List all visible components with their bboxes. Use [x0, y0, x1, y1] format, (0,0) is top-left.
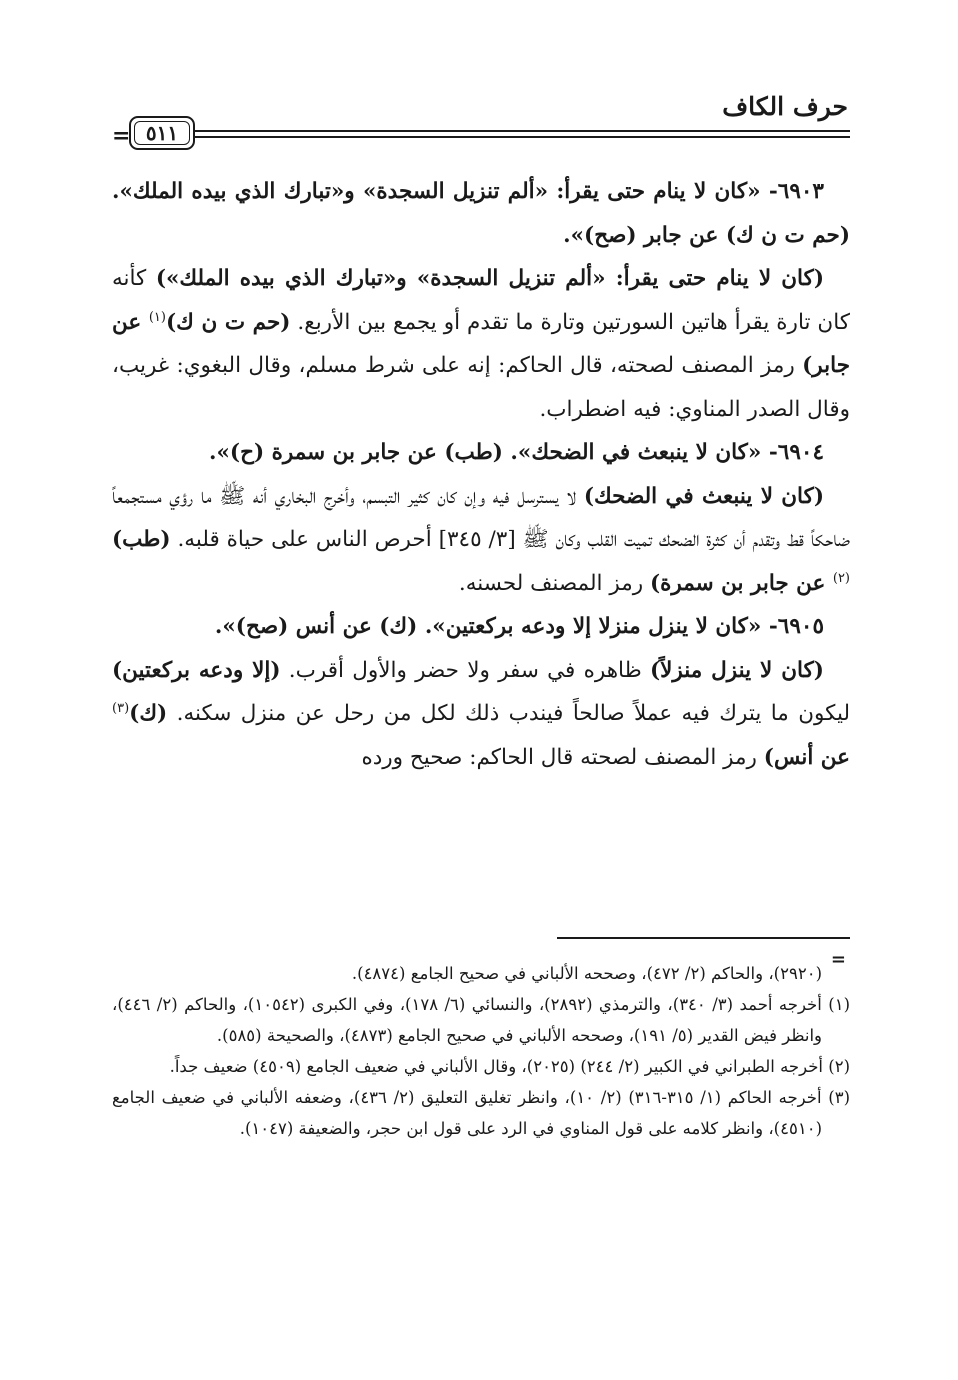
- footnote-3: (٣) أخرجه الحاكم (١/ ٣١٥-٣١٦) (٢/ ١٠)، وانظر تغليق التعليق (٢/ ٤٣٦)، وضعفه الألباني في ضعيف الجامع (٤٥١٠)، وانظر كلامه على قول المناوي في الرد على قول ابن حجر، والضعيفة (١٠٤٧).: [112, 1088, 850, 1138]
- commentary-text: ليكون ما يترك فيه عملاً صالحاً فيندب ذلك لكل من رحل عن منزل سكنه.: [167, 701, 850, 726]
- source-code: (طب): [112, 527, 171, 552]
- source-code: (حم ت ن ك): [165, 309, 291, 335]
- commentary-text: رمز المصنف لصحته قال الحاكم: صحيح ورده: [361, 744, 764, 770]
- commentary-6903: [112, 257, 850, 431]
- rule-line-bottom: [194, 136, 850, 138]
- quoted-phrase: (كان لا ينبعث في الضحك): [583, 483, 824, 509]
- page-number-label: ٥١١: [145, 121, 179, 145]
- quoted-phrase: (إلا ودعه بركعتين): [112, 657, 281, 683]
- rule-tick: =: [112, 123, 131, 149]
- footnote-continued: (٢٩٢٠)، والحاكم (٢/ ٤٧٢)، وصححه الألباني في صحيح الجامع (٤٨٧٤).: [351, 964, 822, 983]
- hadith-text: «كان لا ينام حتى يقرأ: «ألم تنزيل السجدة» و«تبارك الذي بيده الملك». (حم ت ن ك) عن جابر (صح)».: [112, 179, 850, 248]
- footnote-ref-3[interactable]: (٣): [112, 700, 130, 716]
- hadith-number: ٦٩٠٣-: [768, 179, 824, 204]
- quoted-phrase: (كان لا ينام حتى يقرأ: «ألم تنزيل السجدة» و«تبارك الذي بيده الملك»): [155, 266, 825, 291]
- commentary-6905: [112, 649, 850, 780]
- hadith-number: ٦٩٠٤-: [768, 440, 824, 465]
- footnote-1: (١) أخرجه أحمد (٣/ ٣٤٠)، والترمذي (٢٨٩٢)، والنسائي (٦/ ١٧٨)، وفي الكبرى (١٠٥٤٢)، والحاكم (٢/ ٤٤٦)، وانظر فيض القدير (٥/ ١٩١)، وصححه الألباني في صحيح الجامع (٤٨٧٣)، والصحيحة (٥٨٥).: [112, 995, 850, 1045]
- footnotes: [112, 958, 850, 1144]
- header-rule: [112, 113, 850, 151]
- rule-line-top: [194, 130, 850, 132]
- commentary-text: رمز المصنف لحسنه.: [458, 570, 650, 596]
- footnote-separator: [557, 937, 850, 939]
- hadith-6905: [112, 605, 850, 649]
- source-code: (ك): [129, 701, 168, 726]
- commentary-text: لا يسترسل فيه وإن كان كثير التبسم، وأخرج البخاري أنه ﷺ ما رؤي مستجمعاً ضاحكاً قط وتقدم أن كثرة الضحك تميت القلب وكان ﷺ [٣/ ٣٤٥] أحرص الناس على حياة قلبه.: [112, 483, 850, 552]
- running-head-title: حرف الكاف: [722, 92, 848, 121]
- commentary-text: كأنه كان تارة يقرأ هاتين السورتين وتارة ما تقدم أو يجمع بين الأربع.: [112, 266, 851, 335]
- main-text: [112, 170, 850, 779]
- quoted-phrase: (كان لا ينزل منزلاً): [649, 657, 824, 683]
- narrator: عن جابر): [112, 309, 850, 378]
- narrator: عن جابر بن سمرة): [649, 570, 833, 596]
- footnote-continuation-mark: =: [830, 949, 846, 970]
- footnote-ref-1[interactable]: (١): [148, 309, 166, 325]
- commentary-6904: [112, 475, 850, 606]
- footnote-2: (٢) أخرجه الطبراني في الكبير (٢/ ٢٤٤) (٢٠٢٥)، وقال الألباني في ضعيف الجامع (٤٥٠٩) ضعيف جداً.: [169, 1057, 850, 1076]
- hadith-text: «كان لا ينبعث في الضحك». (طب) عن جابر بن سمرة (ح)».: [208, 440, 762, 465]
- footnote-ref-2[interactable]: (٢): [832, 570, 850, 586]
- hadith-6903: [112, 170, 850, 257]
- hadith-6904: [112, 431, 850, 475]
- hadith-number: ٦٩٠٥-: [768, 614, 824, 639]
- commentary-text: رمز المصنف لصحته، قال الحاكم: إنه على شرط مسلم، وقال البغوي: غريب، وقال الصدر المناوي: فيه اضطراب.: [112, 353, 850, 422]
- commentary-text: ظاهره في سفر ولا حضر والأول أقرب.: [280, 657, 650, 683]
- narrator: عن أنس): [763, 744, 850, 770]
- hadith-text: «كان لا ينزل منزلا إلا ودعه بركعتين». (ك) عن أنس (صح)».: [214, 614, 762, 639]
- page-number: [129, 116, 195, 150]
